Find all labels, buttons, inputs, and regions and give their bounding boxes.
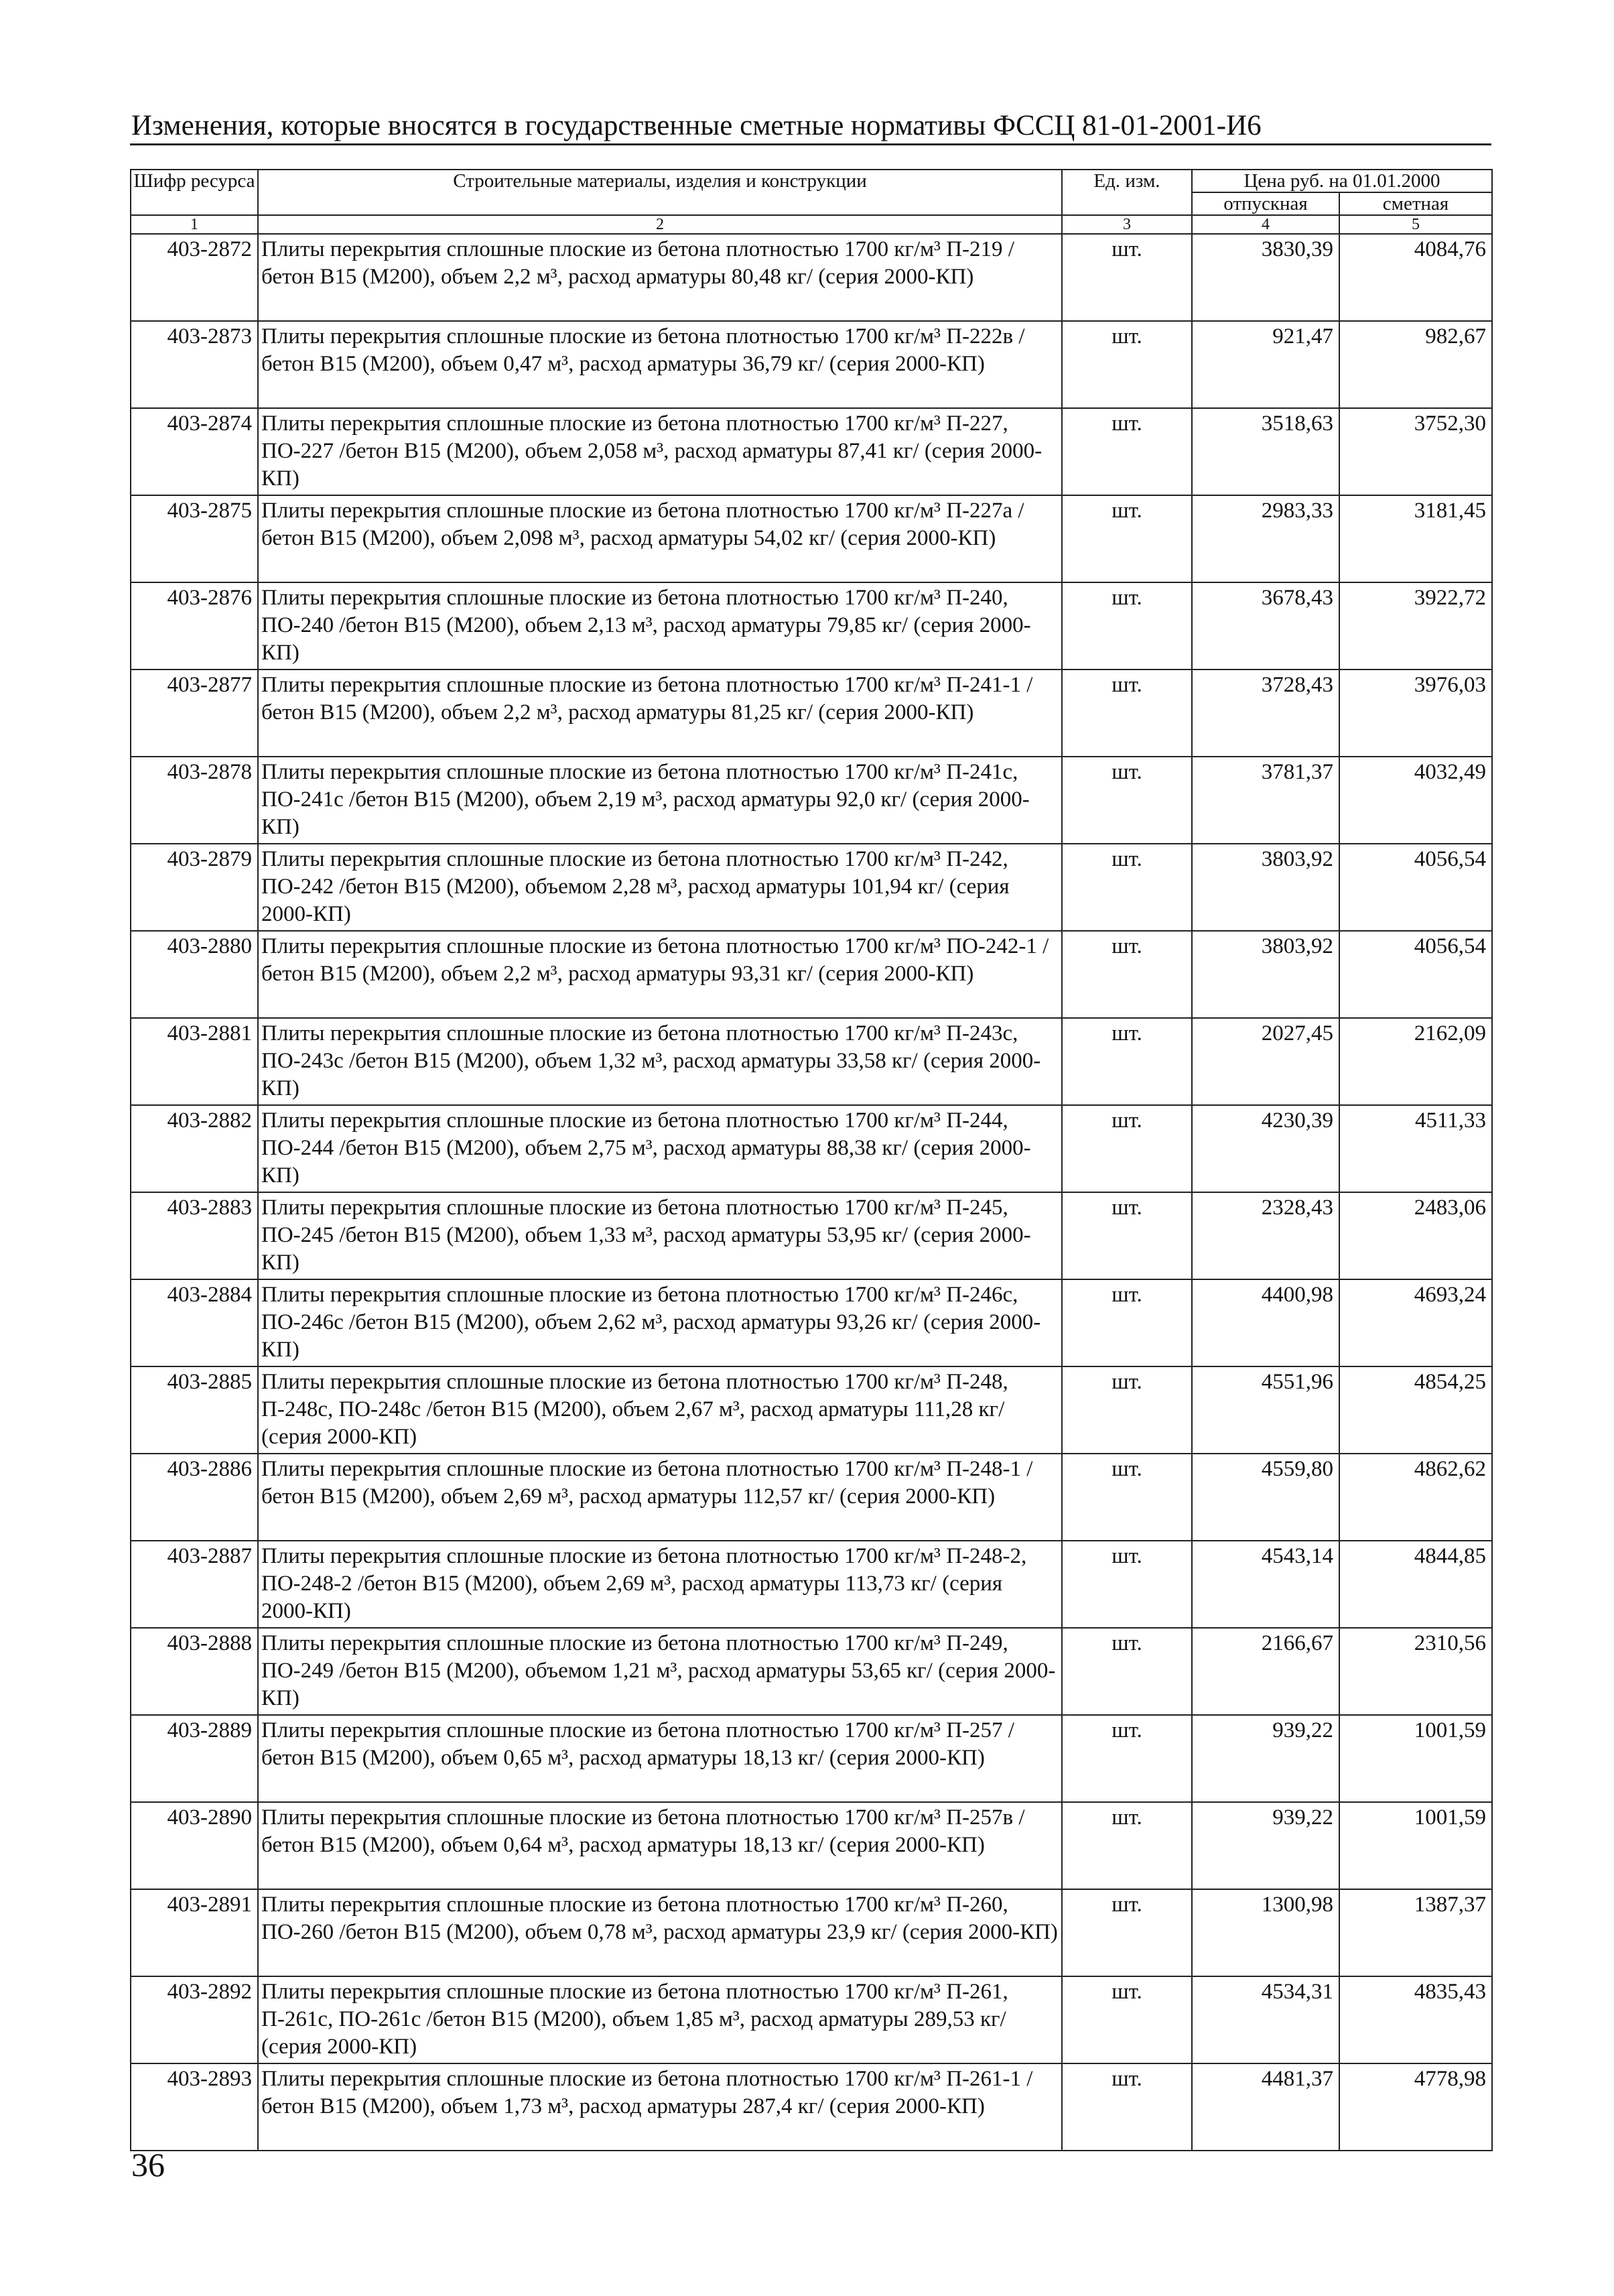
unit-cell: шт. (1062, 931, 1192, 1018)
estimate-price-cell: 4056,54 (1339, 931, 1492, 1018)
description-cell: Плиты перекрытия сплошные плоские из бетона плотностью 1700 кг/м³ П-227, ПО-227 /бетон В15 (М200), объем 2,058 м³, расход арматуры 87,41 кг/ (серия 2000-КП) (258, 408, 1062, 495)
estimate-price-cell: 4862,62 (1339, 1454, 1492, 1541)
description-cell: Плиты перекрытия сплошные плоские из бетона плотностью 1700 кг/м³ П-227а /бетон В15 (М200), объем 2,098 м³, расход арматуры 54,02 кг/ (серия 2000-КП) (258, 495, 1062, 582)
resource-code-cell: 403-2887 (131, 1541, 258, 1628)
description-cell: Плиты перекрытия сплошные плоские из бетона плотностью 1700 кг/м³ П-257в /бетон В15 (М200), объем 0,64 м³, расход арматуры 18,13 кг/ (серия 2000-КП) (258, 1802, 1062, 1889)
release-price-cell: 2166,67 (1192, 1628, 1339, 1715)
unit-cell: шт. (1062, 234, 1192, 321)
description-cell: Плиты перекрытия сплошные плоские из бетона плотностью 1700 кг/м³ П-248-1 /бетон В15 (М200), объем 2,69 м³, расход арматуры 112,57 кг/ (серия 2000-КП) (258, 1454, 1062, 1541)
page-number: 36 (131, 2146, 165, 2183)
release-price-cell: 4551,96 (1192, 1366, 1339, 1454)
unit-cell: шт. (1062, 1366, 1192, 1454)
unit-cell: шт. (1062, 1715, 1192, 1802)
table-row (131, 1976, 1492, 2063)
column-numbers-row (131, 215, 1492, 234)
table-row (131, 495, 1492, 582)
description-cell: Плиты перекрытия сплошные плоские из бетона плотностью 1700 кг/м³ П-222в /бетон В15 (М200), объем 0,47 м³, расход арматуры 36,79 кг/ (серия 2000-КП) (258, 321, 1062, 408)
release-price-cell: 3518,63 (1192, 408, 1339, 495)
release-price-cell: 3830,39 (1192, 234, 1339, 321)
resource-code-cell: 403-2886 (131, 1454, 258, 1541)
estimate-price-cell: 2310,56 (1339, 1628, 1492, 1715)
estimate-price-cell: 3976,03 (1339, 669, 1492, 757)
resource-code-cell: 403-2876 (131, 582, 258, 669)
table-row (131, 234, 1492, 321)
unit-cell: шт. (1062, 1279, 1192, 1366)
release-price-cell: 4559,80 (1192, 1454, 1339, 1541)
table-row (131, 408, 1492, 495)
resource-code-cell: 403-2880 (131, 931, 258, 1018)
resource-code-cell: 403-2877 (131, 669, 258, 757)
resource-code-cell: 403-2893 (131, 2063, 258, 2151)
resource-code-cell: 403-2872 (131, 234, 258, 321)
description-cell: Плиты перекрытия сплошные плоские из бетона плотностью 1700 кг/м³ П-219 /бетон В15 (М200), объем 2,2 м³, расход арматуры 80,48 кг/ (серия 2000-КП) (258, 234, 1062, 321)
column-number: 3 (1062, 215, 1192, 234)
resource-code-cell: 403-2892 (131, 1976, 258, 2063)
table-row (131, 757, 1492, 844)
table-row (131, 931, 1492, 1018)
description-cell: Плиты перекрытия сплошные плоские из бетона плотностью 1700 кг/м³ П-241с, ПО-241с /бетон В15 (М200), объем 2,19 м³, расход арматуры 92,0 кг/ (серия 2000-КП) (258, 757, 1062, 844)
description-cell: Плиты перекрытия сплошные плоские из бетона плотностью 1700 кг/м³ П-261, П-261с, ПО-261с /бетон В15 (М200), объем 1,85 м³, расход арматуры 289,53 кг/ (серия 2000-КП) (258, 1976, 1062, 2063)
table-row (131, 1715, 1492, 1802)
estimate-price-cell: 4844,85 (1339, 1541, 1492, 1628)
release-price-cell: 4534,31 (1192, 1976, 1339, 2063)
resource-code-cell: 403-2889 (131, 1715, 258, 1802)
unit-cell: шт. (1062, 1802, 1192, 1889)
release-price-cell: 2983,33 (1192, 495, 1339, 582)
price-table (130, 169, 1493, 2151)
release-price-cell: 921,47 (1192, 321, 1339, 408)
estimate-price-cell: 3752,30 (1339, 408, 1492, 495)
table-row (131, 1802, 1492, 1889)
unit-cell: шт. (1062, 1628, 1192, 1715)
estimate-price-cell: 3922,72 (1339, 582, 1492, 669)
description-cell: Плиты перекрытия сплошные плоские из бетона плотностью 1700 кг/м³ П-240, ПО-240 /бетон В15 (М200), объем 2,13 м³, расход арматуры 79,85 кг/ (серия 2000-КП) (258, 582, 1062, 669)
header-code: Шифр ресурса (131, 170, 258, 215)
table-row (131, 1105, 1492, 1192)
estimate-price-cell: 1387,37 (1339, 1889, 1492, 1976)
estimate-price-cell: 4511,33 (1339, 1105, 1492, 1192)
resource-code-cell: 403-2881 (131, 1018, 258, 1105)
description-cell: Плиты перекрытия сплошные плоские из бетона плотностью 1700 кг/м³ П-248-2, ПО-248-2 /бетон В15 (М200), объем 2,69 м³, расход арматуры 113,73 кг/ (серия 2000-КП) (258, 1541, 1062, 1628)
estimate-price-cell: 2162,09 (1339, 1018, 1492, 1105)
unit-cell: шт. (1062, 1976, 1192, 2063)
description-cell: Плиты перекрытия сплошные плоские из бетона плотностью 1700 кг/м³ П-243с, ПО-243с /бетон В15 (М200), объем 1,32 м³, расход арматуры 33,58 кг/ (серия 2000-КП) (258, 1018, 1062, 1105)
table-row (131, 1018, 1492, 1105)
release-price-cell: 2328,43 (1192, 1192, 1339, 1279)
description-cell: Плиты перекрытия сплошные плоские из бетона плотностью 1700 кг/м³ П-257 /бетон В15 (М200), объем 0,65 м³, расход арматуры 18,13 кг/ (серия 2000-КП) (258, 1715, 1062, 1802)
description-cell: Плиты перекрытия сплошные плоские из бетона плотностью 1700 кг/м³ П-242, ПО-242 /бетон В15 (М200), объемом 2,28 м³, расход арматуры 101,94 кг/ (серия 2000-КП) (258, 844, 1062, 931)
table-row (131, 1192, 1492, 1279)
resource-code-cell: 403-2885 (131, 1366, 258, 1454)
release-price-cell: 939,22 (1192, 1715, 1339, 1802)
release-price-cell: 4481,37 (1192, 2063, 1339, 2151)
estimate-price-cell: 4084,76 (1339, 234, 1492, 321)
table-row (131, 844, 1492, 931)
description-cell: Плиты перекрытия сплошные плоские из бетона плотностью 1700 кг/м³ П-248, П-248с, ПО-248с /бетон В15 (М200), объем 2,67 м³, расход арматуры 111,28 кг/ (серия 2000-КП) (258, 1366, 1062, 1454)
release-price-cell: 3781,37 (1192, 757, 1339, 844)
resource-code-cell: 403-2875 (131, 495, 258, 582)
unit-cell: шт. (1062, 2063, 1192, 2151)
release-price-cell: 4400,98 (1192, 1279, 1339, 1366)
header-release-price: отпускная (1192, 192, 1339, 215)
description-cell: Плиты перекрытия сплошные плоские из бетона плотностью 1700 кг/м³ П-244, ПО-244 /бетон В15 (М200), объем 2,75 м³, расход арматуры 88,38 кг/ (серия 2000-КП) (258, 1105, 1062, 1192)
column-number: 5 (1339, 215, 1492, 234)
resource-code-cell: 403-2883 (131, 1192, 258, 1279)
description-cell: Плиты перекрытия сплошные плоские из бетона плотностью 1700 кг/м³ П-260, ПО-260 /бетон В15 (М200), объем 0,78 м³, расход арматуры 23,9 кг/ (серия 2000-КП) (258, 1889, 1062, 1976)
release-price-cell: 939,22 (1192, 1802, 1339, 1889)
table-row (131, 582, 1492, 669)
estimate-price-cell: 982,67 (1339, 321, 1492, 408)
header-rule (130, 143, 1491, 145)
estimate-price-cell: 4835,43 (1339, 1976, 1492, 2063)
release-price-cell: 3803,92 (1192, 844, 1339, 931)
estimate-price-cell: 4056,54 (1339, 844, 1492, 931)
description-cell: Плиты перекрытия сплошные плоские из бетона плотностью 1700 кг/м³ П-246с, ПО-246с /бетон В15 (М200), объем 2,62 м³, расход арматуры 93,26 кг/ (серия 2000-КП) (258, 1279, 1062, 1366)
release-price-cell: 2027,45 (1192, 1018, 1339, 1105)
unit-cell: шт. (1062, 321, 1192, 408)
header-name: Строительные материалы, изделия и конструкции (258, 170, 1062, 215)
unit-cell: шт. (1062, 1018, 1192, 1105)
table-row (131, 2063, 1492, 2151)
estimate-price-cell: 4778,98 (1339, 2063, 1492, 2151)
resource-code-cell: 403-2884 (131, 1279, 258, 1366)
unit-cell: шт. (1062, 495, 1192, 582)
release-price-cell: 1300,98 (1192, 1889, 1339, 1976)
unit-cell: шт. (1062, 1192, 1192, 1279)
unit-cell: шт. (1062, 1454, 1192, 1541)
column-number: 4 (1192, 215, 1339, 234)
header-price-group: Цена руб. на 01.01.2000 (1192, 170, 1492, 192)
resource-code-cell: 403-2890 (131, 1802, 258, 1889)
estimate-price-cell: 4693,24 (1339, 1279, 1492, 1366)
description-cell: Плиты перекрытия сплошные плоские из бетона плотностью 1700 кг/м³ П-245, ПО-245 /бетон В15 (М200), объем 1,33 м³, расход арматуры 53,95 кг/ (серия 2000-КП) (258, 1192, 1062, 1279)
estimate-price-cell: 1001,59 (1339, 1802, 1492, 1889)
estimate-price-cell: 4854,25 (1339, 1366, 1492, 1454)
description-cell: Плиты перекрытия сплошные плоские из бетона плотностью 1700 кг/м³ ПО-242-1 /бетон В15 (М200), объем 2,2 м³, расход арматуры 93,31 кг/ (серия 2000-КП) (258, 931, 1062, 1018)
table-row (131, 1541, 1492, 1628)
running-header: Изменения, которые вносятся в государственные сметные нормативы ФССЦ 81-01-2001-И6 (131, 110, 1262, 141)
unit-cell: шт. (1062, 669, 1192, 757)
estimate-price-cell: 3181,45 (1339, 495, 1492, 582)
header-unit: Ед. изм. (1062, 170, 1192, 215)
description-cell: Плиты перекрытия сплошные плоские из бетона плотностью 1700 кг/м³ П-241-1 /бетон В15 (М200), объем 2,2 м³, расход арматуры 81,25 кг/ (серия 2000-КП) (258, 669, 1062, 757)
description-cell: Плиты перекрытия сплошные плоские из бетона плотностью 1700 кг/м³ П-249, ПО-249 /бетон В15 (М200), объемом 1,21 м³, расход арматуры 53,65 кг/ (серия 2000-КП) (258, 1628, 1062, 1715)
table-body (131, 234, 1492, 2151)
release-price-cell: 4230,39 (1192, 1105, 1339, 1192)
column-number: 1 (131, 215, 258, 234)
resource-code-cell: 403-2882 (131, 1105, 258, 1192)
resource-code-cell: 403-2891 (131, 1889, 258, 1976)
unit-cell: шт. (1062, 1889, 1192, 1976)
release-price-cell: 4543,14 (1192, 1541, 1339, 1628)
estimate-price-cell: 1001,59 (1339, 1715, 1492, 1802)
unit-cell: шт. (1062, 408, 1192, 495)
unit-cell: шт. (1062, 757, 1192, 844)
resource-code-cell: 403-2888 (131, 1628, 258, 1715)
table-row (131, 321, 1492, 408)
resource-code-cell: 403-2874 (131, 408, 258, 495)
estimate-price-cell: 4032,49 (1339, 757, 1492, 844)
header-estimate-price: сметная (1339, 192, 1492, 215)
resource-code-cell: 403-2879 (131, 844, 258, 931)
release-price-cell: 3678,43 (1192, 582, 1339, 669)
table-row (131, 1889, 1492, 1976)
resource-code-cell: 403-2878 (131, 757, 258, 844)
column-number: 2 (258, 215, 1062, 234)
table-row (131, 1454, 1492, 1541)
resource-code-cell: 403-2873 (131, 321, 258, 408)
estimate-price-cell: 2483,06 (1339, 1192, 1492, 1279)
table-row (131, 1279, 1492, 1366)
unit-cell: шт. (1062, 1541, 1192, 1628)
table-row (131, 669, 1492, 757)
table-row (131, 1628, 1492, 1715)
unit-cell: шт. (1062, 582, 1192, 669)
unit-cell: шт. (1062, 1105, 1192, 1192)
release-price-cell: 3728,43 (1192, 669, 1339, 757)
description-cell: Плиты перекрытия сплошные плоские из бетона плотностью 1700 кг/м³ П-261-1 /бетон В15 (М200), объем 1,73 м³, расход арматуры 287,4 кг/ (серия 2000-КП) (258, 2063, 1062, 2151)
unit-cell: шт. (1062, 844, 1192, 931)
release-price-cell: 3803,92 (1192, 931, 1339, 1018)
table-row (131, 1366, 1492, 1454)
